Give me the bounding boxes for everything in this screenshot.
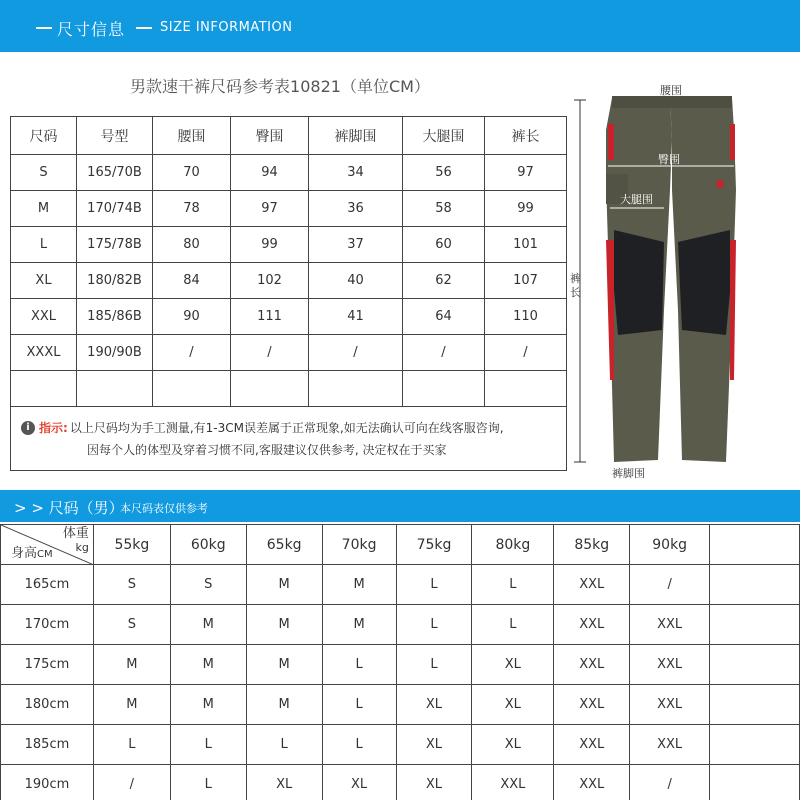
rec-table-header-row — [1, 525, 800, 565]
table-cell: L — [170, 725, 246, 765]
table-cell: L — [322, 645, 396, 685]
size-table-header: 号型 — [77, 117, 153, 155]
table-cell: XXL — [554, 685, 630, 725]
header-rule-right — [136, 27, 152, 29]
table-cell: M — [93, 685, 170, 725]
table-cell: XXL — [630, 645, 710, 685]
table-cell: 78 — [153, 191, 231, 227]
table-cell: 60 — [403, 227, 485, 263]
table-cell: M — [246, 565, 322, 605]
table-cell: 175/78B — [77, 227, 153, 263]
size-table-header: 大腿围 — [403, 117, 485, 155]
table-cell: 58 — [403, 191, 485, 227]
note-line-2: 因每个人的体型及穿着习惯不同,客服建议仅供参考, 决定权在于买家 — [87, 442, 447, 457]
weight-header: 80kg — [472, 525, 554, 565]
table-cell: XL — [472, 685, 554, 725]
header-title-cn: 尺寸信息 — [57, 20, 126, 39]
table-cell: S — [170, 565, 246, 605]
waist-label: 腰围 — [660, 84, 682, 97]
table-cell: 90 — [153, 299, 231, 335]
table-row — [1, 765, 800, 800]
table-cell: XXL — [630, 725, 710, 765]
note-line-1: 以上尺码均为手工测量,有1-3CM误差属于正常现象,如无法确认可向在线客服咨询, — [69, 420, 504, 435]
table-row — [1, 645, 800, 685]
table-cell: / — [403, 335, 485, 371]
table-cell: 56 — [403, 155, 485, 191]
table-cell: 97 — [485, 155, 567, 191]
table-cell: XXL — [554, 765, 630, 800]
table-cell: XXL — [11, 299, 77, 335]
table-cell: L — [93, 725, 170, 765]
pants-accent-left-knee — [606, 240, 614, 380]
table-cell: 190/90B — [77, 335, 153, 371]
table-cell: M — [11, 191, 77, 227]
height-cell: 180cm — [1, 685, 94, 725]
length-label: 裤长 — [570, 272, 581, 299]
table-cell: M — [246, 605, 322, 645]
table-cell: 70 — [153, 155, 231, 191]
pants-logo — [716, 180, 724, 188]
hip-label: 臀围 — [658, 153, 680, 166]
table-cell: 101 — [485, 227, 567, 263]
table-cell: 180/82B — [77, 263, 153, 299]
note-label: 指示: — [39, 420, 68, 435]
corner-height — [11, 542, 53, 561]
table-cell: 62 — [403, 263, 485, 299]
table-cell: XL — [472, 725, 554, 765]
height-cell: 170cm — [1, 605, 94, 645]
table-cell — [403, 371, 485, 407]
table-cell: M — [322, 565, 396, 605]
weight-header — [710, 525, 800, 565]
size-table-title: 男款速干裤尺码参考表10821（单位CM） — [130, 77, 430, 96]
table-cell: 36 — [309, 191, 403, 227]
table-cell: 102 — [231, 263, 309, 299]
table-cell: M — [93, 645, 170, 685]
corner-weight — [63, 527, 89, 555]
size-table-header: 裤脚围 — [309, 117, 403, 155]
table-cell: 99 — [231, 227, 309, 263]
table-row — [1, 685, 800, 725]
header-title-en: SIZE INFORMATION — [160, 20, 293, 35]
table-cell: M — [170, 645, 246, 685]
pants-panel-left — [614, 230, 664, 335]
table-cell: XXL — [554, 605, 630, 645]
table-cell — [710, 725, 800, 765]
table-cell: L — [246, 725, 322, 765]
table-cell: XL — [472, 645, 554, 685]
table-row — [11, 155, 567, 191]
table-row — [11, 371, 567, 407]
table-row — [11, 263, 567, 299]
table-cell: 97 — [231, 191, 309, 227]
table-row — [1, 605, 800, 645]
section-title: > > 尺码（男） — [14, 499, 124, 517]
table-cell: M — [246, 685, 322, 725]
table-cell — [11, 371, 77, 407]
table-cell: L — [170, 765, 246, 800]
weight-header: 85kg — [554, 525, 630, 565]
table-cell: 185/86B — [77, 299, 153, 335]
table-cell: L — [322, 685, 396, 725]
size-table-header: 裤长 — [485, 117, 567, 155]
table-cell: 64 — [403, 299, 485, 335]
weight-header: 75kg — [396, 525, 472, 565]
table-cell: 107 — [485, 263, 567, 299]
table-row — [11, 227, 567, 263]
table-cell — [231, 371, 309, 407]
table-cell: XXL — [630, 605, 710, 645]
table-cell: XL — [396, 765, 472, 800]
info-icon: i — [21, 421, 35, 435]
pants-illustration — [560, 60, 800, 490]
weight-header: 65kg — [246, 525, 322, 565]
table-cell: XL — [246, 765, 322, 800]
corner-height-unit: CM — [37, 549, 53, 560]
table-cell: L — [322, 725, 396, 765]
weight-header: 90kg — [630, 525, 710, 565]
table-cell: / — [93, 765, 170, 800]
size-table-header-row — [11, 117, 567, 155]
table-cell: XXL — [554, 565, 630, 605]
table-cell — [710, 605, 800, 645]
table-cell: M — [170, 685, 246, 725]
table-cell: 94 — [231, 155, 309, 191]
table-cell: 110 — [485, 299, 567, 335]
table-cell: S — [93, 605, 170, 645]
weight-header: 70kg — [322, 525, 396, 565]
table-row — [11, 335, 567, 371]
table-cell: / — [630, 565, 710, 605]
table-cell: 40 — [309, 263, 403, 299]
table-cell: 34 — [309, 155, 403, 191]
table-cell: XXL — [554, 645, 630, 685]
table-cell — [710, 645, 800, 685]
table-row — [11, 299, 567, 335]
corner-weight-label: 体重 — [62, 526, 89, 541]
table-cell: 99 — [485, 191, 567, 227]
table-cell: XL — [11, 263, 77, 299]
table-cell: / — [485, 335, 567, 371]
height-cell: 185cm — [1, 725, 94, 765]
corner-weight-unit: kg — [75, 541, 89, 554]
table-cell: L — [472, 605, 554, 645]
pants-accent-right-knee — [730, 240, 736, 380]
header-rule-left — [36, 27, 52, 29]
table-cell — [710, 765, 800, 800]
size-table — [10, 116, 567, 471]
pants-accent-right — [730, 124, 735, 160]
table-cell: XL — [396, 725, 472, 765]
table-cell: M — [322, 605, 396, 645]
table-cell: / — [630, 765, 710, 800]
table-cell: L — [396, 605, 472, 645]
size-table-note — [11, 407, 567, 471]
table-cell: 165/70B — [77, 155, 153, 191]
table-cell: M — [170, 605, 246, 645]
hem-label: 裤脚围 — [612, 467, 645, 480]
table-cell: M — [246, 645, 322, 685]
size-recommendation-table — [0, 524, 800, 800]
weight-header: 60kg — [170, 525, 246, 565]
table-cell: XL — [322, 765, 396, 800]
weight-header: 55kg — [93, 525, 170, 565]
table-cell: 170/74B — [77, 191, 153, 227]
pants-diagram — [560, 60, 800, 490]
height-cell: 165cm — [1, 565, 94, 605]
height-cell: 190cm — [1, 765, 94, 800]
pants-panel-right — [678, 230, 730, 335]
table-cell: L — [472, 565, 554, 605]
table-cell: XXXL — [11, 335, 77, 371]
table-cell: / — [153, 335, 231, 371]
table-cell: 37 — [309, 227, 403, 263]
table-cell: S — [11, 155, 77, 191]
header-banner — [0, 0, 800, 52]
table-cell — [309, 371, 403, 407]
table-cell: 41 — [309, 299, 403, 335]
table-cell — [710, 685, 800, 725]
table-cell: XXL — [472, 765, 554, 800]
size-table-header: 臀围 — [231, 117, 309, 155]
size-table-header: 腰围 — [153, 117, 231, 155]
table-cell: L — [396, 565, 472, 605]
table-cell: 80 — [153, 227, 231, 263]
table-cell: XL — [396, 685, 472, 725]
table-row — [11, 191, 567, 227]
table-cell: L — [396, 645, 472, 685]
table-cell — [710, 565, 800, 605]
table-cell: / — [231, 335, 309, 371]
table-cell — [77, 371, 153, 407]
table-cell: XXL — [630, 685, 710, 725]
section-banner — [0, 490, 800, 522]
table-row — [1, 565, 800, 605]
pants-accent-left — [608, 124, 614, 160]
table-cell: 84 — [153, 263, 231, 299]
table-cell: L — [11, 227, 77, 263]
table-cell: / — [309, 335, 403, 371]
section-subtitle: 本尺码表仅供参考 — [120, 502, 208, 515]
table-cell — [485, 371, 567, 407]
table-cell: S — [93, 565, 170, 605]
table-cell — [153, 371, 231, 407]
table-row — [1, 725, 800, 765]
table-corner-cell — [1, 525, 94, 565]
table-cell: 111 — [231, 299, 309, 335]
table-cell: XXL — [554, 725, 630, 765]
corner-height-label: 身高 — [11, 546, 38, 561]
size-table-header: 尺码 — [11, 117, 77, 155]
thigh-label: 大腿围 — [620, 193, 653, 206]
height-cell: 175cm — [1, 645, 94, 685]
